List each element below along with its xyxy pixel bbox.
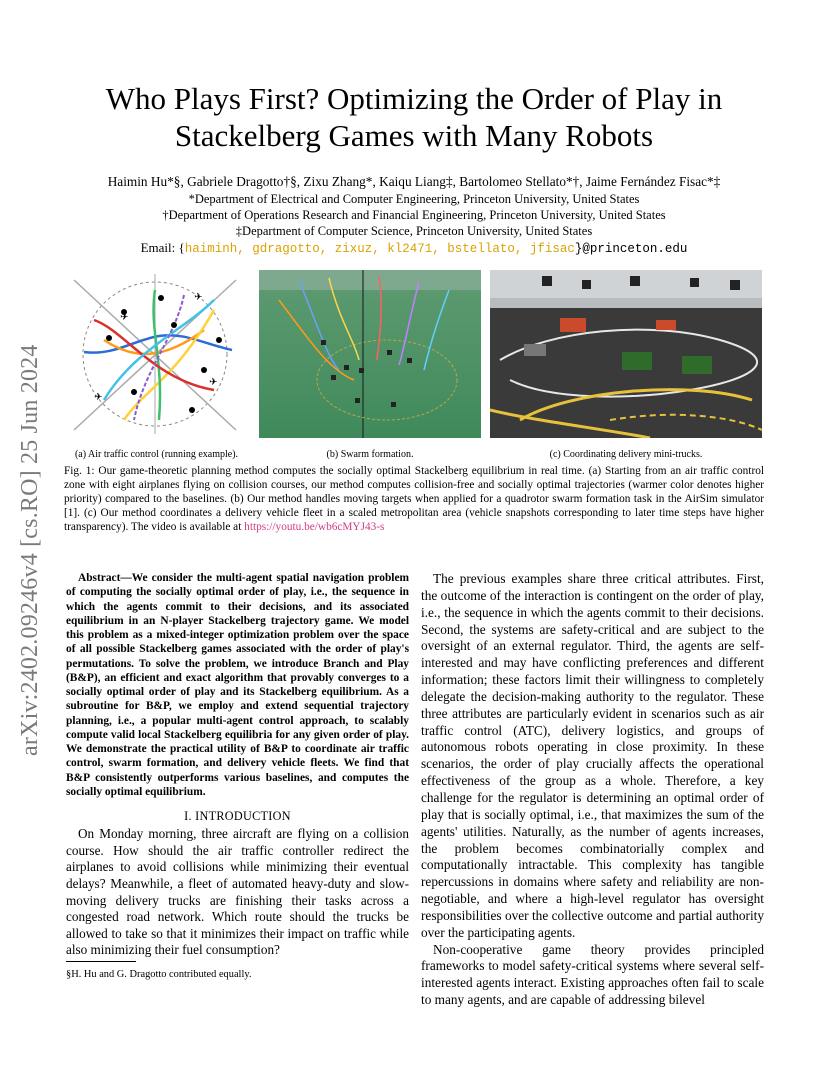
arxiv-identifier-stamp: arXiv:2402.09246v4 [cs.RO] 25 Jun 2024 bbox=[16, 344, 43, 756]
subcaption-a: (a) Air traffic control (running example). bbox=[74, 449, 239, 460]
svg-text:✈: ✈ bbox=[194, 292, 203, 303]
figure-panel-swarm bbox=[259, 270, 481, 438]
section-heading-introduction: I. INTRODUCTION bbox=[184, 809, 291, 823]
paper-title bbox=[60, 80, 768, 154]
svg-text:✈: ✈ bbox=[94, 392, 103, 403]
email-domain: }@princeton.edu bbox=[574, 242, 688, 256]
air-traffic-diagram bbox=[64, 270, 246, 438]
author-list: Haimin Hu*§, Gabriele Dragotto†§, Zixu Zhang*, Kaiqu Liang‡, Bartolomeo Stellato*†, Jaime Fernández Fisac*‡ bbox=[107, 174, 721, 189]
svg-text:✈: ✈ bbox=[209, 377, 218, 388]
affiliation-ece: *Department of Electrical and Computer Engineering, Princeton University, United States bbox=[188, 192, 640, 206]
figure-panel-air-traffic bbox=[64, 270, 246, 438]
affiliation-orfe: †Department of Operations Research and Financial Engineering, Princeton University, United States bbox=[162, 208, 666, 222]
svg-text:✈: ✈ bbox=[120, 312, 129, 323]
left-column bbox=[66, 571, 409, 959]
right-column bbox=[421, 571, 764, 1009]
video-link[interactable]: https://youtu.be/wb6cMYJ43-s bbox=[244, 521, 385, 533]
footnote-divider bbox=[66, 961, 136, 962]
email-prefix: Email: { bbox=[140, 240, 185, 255]
affiliation-cs: ‡Department of Computer Science, Princeton University, United States bbox=[235, 224, 593, 238]
email-line bbox=[40, 240, 788, 257]
intro-paragraph: On Monday morning, three aircraft are flying on a collision course. How should the air traffic controller redirect the airplanes to avoid collisions while minimizing their eventual delays? Meanwhile, a fleet of automated heavy-duty and slow-moving delivery trucks are finishing their tasks across a congested road network. Which route should the trucks be allowed to take so that it minimizes their impact on traffic while also minimizing their fuel consumption? bbox=[66, 826, 409, 958]
figure-caption-text: Fig. 1: Our game-theoretic planning method computes the socially optimal Stackelberg equilibrium in real time. (a) Starting from an air traffic control zone with eight airplanes flying on collision courses, our method computes collision-free and socially optimal trajectories (warmer color denotes higher priority) compared to the baselines. (b) Our method handles moving targets when applied for a quadrotor swarm formation task in the AirSim simulator [1]. (c) Our method coordinates a delivery vehicle fleet in a scaled metropolitan area (vehicle snapshots corresponding to later time steps have higher transparency). The video is available at bbox=[64, 465, 764, 533]
swarm-formation-illustration bbox=[259, 270, 481, 438]
figure-caption bbox=[64, 464, 764, 534]
subcaption-b: (b) Swarm formation. bbox=[326, 449, 414, 460]
body-paragraph: The previous examples share three critical attributes. First, the outcome of the interaction is contingent on the order of play, i.e., the sequence in which the agents commit to their decisions. Second, the systems are safety-critical and are subject to the oversight of an external regulator. Third, the agents are self-interested and may have conflicting preferences and different information; these factors limit their willingness to completely delegate the decision-making authority to the regulator. These three attributes are particularly evident in scenarios such as air traffic control (ATC), delivery logistics, and groups of autonomous robots operating in close proximity. In these scenarios, the order of play crucially affects the operational effectiveness of the group as a whole. Therefore, a key challenge for the regulator is determining an optimal order of play that is socially optimal, i.e., that maximizes the sum of the agents' utilities. Naturally, as the number of agents increases, the problem becomes combinatorially complex and computationally intractable. This complexity has tangible repercussions in domains where safety and reliability are non-negotiable, and where a high-level regulator has oversight responsibilities over the collective outcome and partial authority over the participating agents. bbox=[421, 571, 764, 940]
figure-panel-delivery bbox=[490, 270, 762, 438]
delivery-trucks-illustration bbox=[490, 270, 762, 438]
title-line: Who Plays First? Optimizing the Order of Play in bbox=[105, 81, 723, 116]
subcaption-c: (c) Coordinating delivery mini-trucks. bbox=[549, 449, 703, 460]
email-handles[interactable]: haiminh, gdragotto, zixuz, kl2471, bstellato, jfisac bbox=[184, 242, 575, 256]
body-paragraph: Non-cooperative game theory provides principled frameworks to model safety-critical systems where several self-interested agents interact. Existing approaches often fail to scale to many agents, and are capable of addressing bilevel bbox=[421, 941, 764, 1008]
title-line: Stackelberg Games with Many Robots bbox=[174, 118, 654, 153]
footnote: §H. Hu and G. Dragotto contributed equally. bbox=[66, 969, 252, 980]
abstract: Abstract—We consider the multi-agent spatial navigation problem of computing the socially optimal order of play, i.e., the sequence in which the agents commit to their decisions, and its associated equilibrium in an N-player Stackelberg trajectory game. We model this problem as a mixed-integer optimization problem over the space of all possible Stackelberg games associated with the order of play's permutations. To solve the problem, we introduce Branch and Play (B&P), an efficient and exact algorithm that provably converges to a socially optimal order of play and its Stackelberg equilibrium. As a subroutine for B&P, we employ and extend sequential trajectory planning, i.e., a popular multi-agent control approach, to scalably compute valid local Stackelberg equilibria for any given order of play. We demonstrate the practical utility of B&P to coordinate air traffic control, swarm formation, and delivery vehicle fleets. We find that B&P consistently outperforms various baselines, and computes the socially optimal equilibrium. bbox=[66, 572, 409, 798]
